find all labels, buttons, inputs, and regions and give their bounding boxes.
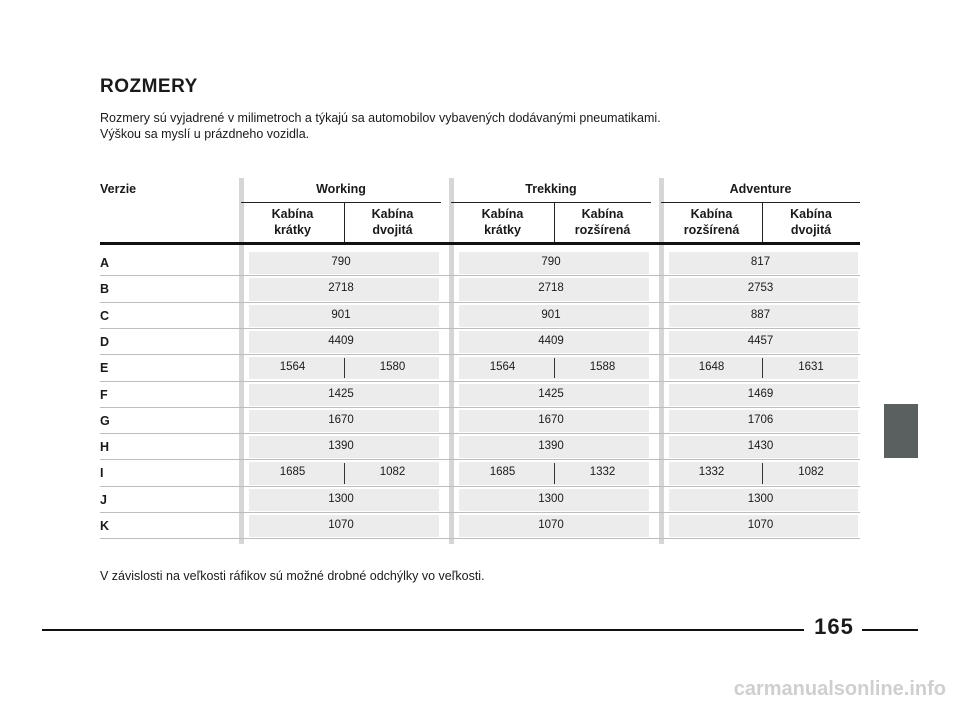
row-label: B <box>100 282 110 297</box>
cell-value: 2753 <box>747 282 774 295</box>
intro-line-1: Rozmery sú vyjadrené v milimetroch a týkajú sa automobilov vybavených dodávanými pneumatikami. <box>100 111 661 125</box>
row-divider <box>100 354 860 355</box>
row-divider <box>100 486 860 487</box>
cell-divider <box>554 358 555 378</box>
cell-value: 4457 <box>747 334 774 347</box>
cell-value: 4409 <box>538 334 564 347</box>
subheader-line-1: Kabína <box>481 207 524 221</box>
group-header-working: Working <box>316 182 366 196</box>
group-header-line <box>661 202 860 203</box>
cell-value: 2718 <box>328 282 354 295</box>
group-header-line <box>451 202 651 203</box>
row-label: G <box>100 413 110 428</box>
cell-value: 1390 <box>538 440 564 453</box>
cell-value: 1070 <box>538 519 564 531</box>
cell-value: 1082 <box>798 466 824 479</box>
row-divider <box>100 512 860 513</box>
header-rule <box>100 242 860 245</box>
cell-value: 1332 <box>589 466 616 479</box>
page-rule-left <box>42 629 804 631</box>
cell-divider <box>762 463 763 483</box>
subheader-trekking-2 <box>554 206 651 238</box>
page-rule-right <box>862 629 918 631</box>
subheader-line-1: Kabína <box>371 207 414 221</box>
subheader-line-1: Kabína <box>581 207 624 221</box>
cell-value: 1564 <box>489 361 516 374</box>
cell-value: 1706 <box>747 413 774 426</box>
cell-value: 2718 <box>538 282 564 295</box>
row-label: J <box>100 492 107 507</box>
version-header: Verzie <box>100 182 137 196</box>
row-label: D <box>100 334 110 349</box>
row-divider <box>100 433 860 434</box>
subheader-trekking-1 <box>451 206 554 238</box>
row-label: K <box>100 519 110 533</box>
subheader-working-1 <box>241 206 344 238</box>
subheader-adventure-2 <box>762 206 860 238</box>
subheader-line-1: Kabína <box>790 207 832 221</box>
cell-value: 1070 <box>328 519 354 531</box>
subheader-line-2: dvojitá <box>372 223 413 237</box>
chapter-tab <box>884 404 918 458</box>
cell-value: 1425 <box>538 387 564 400</box>
cell-value: 1070 <box>747 519 774 531</box>
subheader-line-2: rozšírená <box>574 223 631 237</box>
subheader-line-1: Kabína <box>690 207 733 221</box>
cell-value: 901 <box>331 308 351 321</box>
cell-divider <box>762 358 763 378</box>
cell-value: 1685 <box>489 466 516 479</box>
cell-value: 1082 <box>379 466 406 479</box>
subheader-line-2: krátky <box>484 223 521 237</box>
row-label: F <box>100 387 108 402</box>
row-divider <box>100 407 860 408</box>
dimensions-table <box>100 178 860 544</box>
cell-value: 1469 <box>747 387 774 400</box>
cell-value: 1332 <box>698 466 725 479</box>
cell-value: 1631 <box>798 361 824 374</box>
group-header-adventure: Adventure <box>729 182 792 196</box>
cell-value: 1670 <box>538 413 564 426</box>
cell-divider <box>344 463 345 483</box>
cell-value: 887 <box>750 308 771 321</box>
cell-value: 901 <box>541 308 561 321</box>
subheader-line-1: Kabína <box>271 207 314 221</box>
cell-value: 1300 <box>538 492 564 505</box>
cell-value: 1425 <box>328 387 354 400</box>
subheader-working-2 <box>344 206 441 238</box>
row-divider <box>100 381 860 382</box>
row-label: C <box>100 308 110 323</box>
cell-value: 4409 <box>328 334 354 347</box>
subheader-line-2: rozšírená <box>683 223 740 237</box>
cell-divider <box>554 463 555 483</box>
cell-value: 790 <box>541 256 561 268</box>
row-label: A <box>100 256 110 270</box>
cell-value: 1580 <box>379 361 406 374</box>
subheader-line-2: dvojitá <box>790 223 832 237</box>
subheader-line-2: krátky <box>274 223 311 237</box>
cell-value: 1685 <box>279 466 306 479</box>
footnote: V závislosti na veľkosti ráfikov sú možné drobné odchýlky vo veľkosti. <box>100 569 485 583</box>
row-divider <box>100 328 860 329</box>
row-label: I <box>100 466 104 481</box>
row-label: E <box>100 361 109 376</box>
row-divider <box>100 302 860 303</box>
intro-text <box>100 110 661 142</box>
group-header-line <box>241 202 441 203</box>
cell-value: 1648 <box>698 361 725 374</box>
cell-value: 790 <box>331 256 351 268</box>
cell-value: 817 <box>750 256 771 268</box>
group-header-trekking: Trekking <box>525 182 577 196</box>
row-divider <box>100 459 860 460</box>
cell-value: 1670 <box>328 413 354 426</box>
subheader-adventure-1 <box>661 206 762 238</box>
cell-value: 1564 <box>279 361 306 374</box>
row-divider <box>100 275 860 276</box>
page-title: ROZMERY <box>100 76 198 97</box>
intro-line-2: Výškou sa myslí u prázdneho vozidla. <box>100 127 310 141</box>
page-number: 165 <box>814 614 854 639</box>
cell-value: 1300 <box>747 492 774 505</box>
cell-value: 1430 <box>747 440 774 453</box>
row-divider <box>100 538 860 539</box>
watermark: carmanualsonline.info <box>733 678 946 700</box>
row-label: H <box>100 440 110 455</box>
cell-value: 1300 <box>328 492 354 505</box>
cell-value: 1588 <box>589 361 616 374</box>
cell-value: 1390 <box>328 440 354 453</box>
cell-divider <box>344 358 345 378</box>
